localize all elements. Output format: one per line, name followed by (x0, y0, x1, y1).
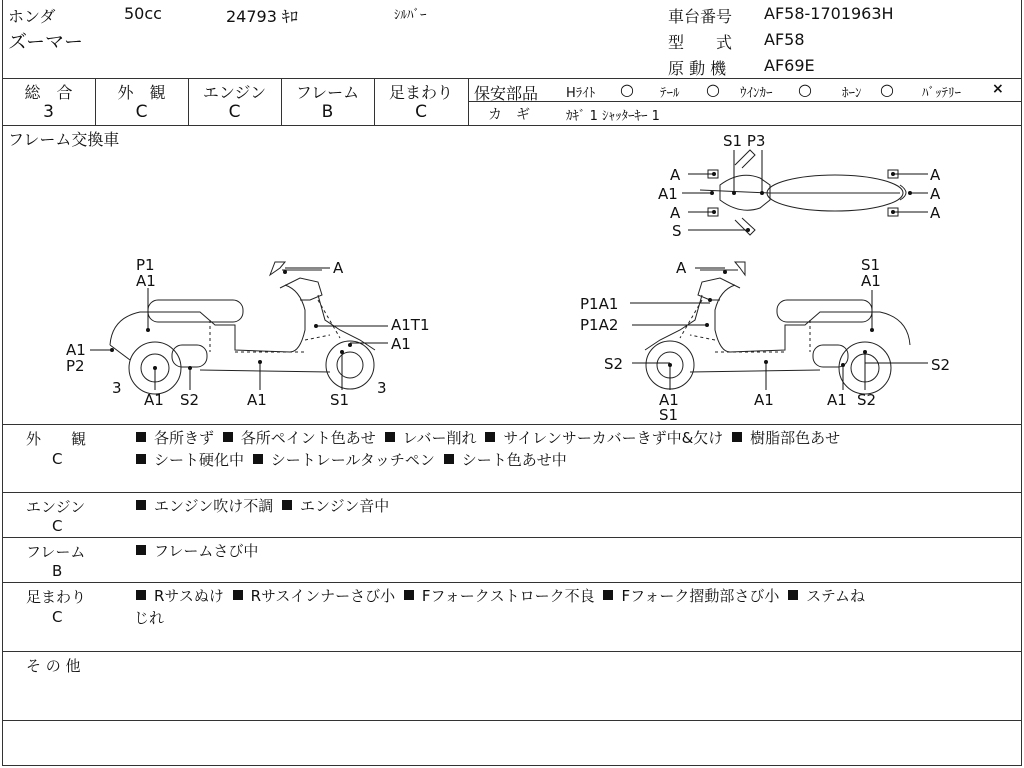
top-label: A (930, 185, 941, 203)
horn-mark: ○ (880, 80, 894, 99)
right-label: A1 (659, 391, 679, 409)
notes-susp-label: 足まわり (26, 588, 87, 606)
right-label: S2 (604, 355, 624, 373)
exterior-grade: C (135, 102, 148, 122)
engine-code: AF69E (764, 56, 815, 75)
left-label: A1 (247, 391, 267, 409)
notes-frame-label: フレーム (26, 543, 86, 561)
right-label: S2 (857, 391, 877, 409)
battery-label: ﾊﾞｯﾃﾘｰ (922, 86, 961, 101)
left-label: P1 (136, 256, 155, 274)
left-label: A1 (66, 341, 86, 359)
top-label: A (930, 204, 941, 222)
exterior-label: 外 観 (117, 83, 166, 102)
right-label: S2 (931, 356, 951, 374)
right-label: A (676, 259, 687, 277)
model-code: AF58 (764, 30, 805, 49)
tail-label: ﾃｰﾙ (660, 86, 680, 101)
displacement: 50cc (124, 4, 162, 23)
notes-frame-grade: B (52, 562, 63, 580)
top-label: A (670, 204, 681, 222)
headlight-label: Hﾗｲﾄ (566, 86, 596, 101)
right-label: A1 (827, 391, 847, 409)
left-label: A1 (136, 272, 156, 290)
right-label: S1 (659, 406, 679, 424)
key-label: カ ギ (488, 107, 530, 123)
key-value: ｶｷﾞ 1 ｼｬｯﾀｰｷｰ 1 (566, 109, 660, 124)
left-label: A1 (391, 335, 411, 353)
top-label: S (672, 222, 682, 240)
overall-grade: 3 (43, 102, 54, 122)
notes-engine-label: エンジン (26, 498, 86, 516)
color: ｼﾙﾊﾞｰ (394, 8, 427, 23)
top-label: A (930, 166, 941, 184)
left-label: A (333, 259, 344, 277)
right-label: S1 (861, 256, 881, 274)
notes-exterior-label: 外 観 (26, 430, 87, 448)
left-label: A1 (144, 391, 164, 409)
horn-label: ﾎｰﾝ (842, 86, 862, 101)
scooter-diagram (0, 126, 1024, 424)
mileage: 24793 ｷﾛ (226, 7, 298, 26)
headlight-mark: ○ (620, 80, 634, 99)
right-label: P1A1 (580, 295, 619, 313)
battery-mark: × (992, 81, 1004, 97)
right-label: A1 (861, 272, 881, 290)
left-label: S1 (330, 391, 350, 409)
notes-engine-items: エンジン吹け不調 エンジン音中 (132, 495, 389, 517)
model-name: ズーマー (8, 31, 84, 53)
notes-frame-items: フレームさび中 (132, 540, 258, 562)
engine-grade: C (228, 102, 241, 122)
top-label: A (670, 166, 681, 184)
frame-grade: B (321, 102, 334, 122)
engine-label: 原 動 機 (668, 59, 727, 78)
notes-exterior-items: 各所きず 各所ペイント色あせ レバー削れ サイレンサーカバーきず中&欠け 樹脂部色あせ (132, 427, 840, 449)
top-label: S1 P3 (723, 132, 766, 150)
frame-no: AF58-1701963H (764, 4, 894, 23)
frame-no-label: 車台番号 (668, 7, 733, 26)
top-label: A1 (658, 185, 678, 203)
frame-grade-label: フレーム (295, 83, 360, 102)
notes-exterior-items2: シート硬化中 シートレールタッチペン シート色あせ中 (132, 449, 567, 471)
model-label: 型 式 (668, 33, 733, 52)
right-label: A1 (754, 391, 774, 409)
tail-mark: ○ (706, 80, 720, 99)
notes-exterior-grade: C (52, 450, 63, 468)
overall-label: 総 合 (24, 83, 73, 102)
winker-label: ｳｲﾝｶｰ (740, 86, 773, 101)
suspension-grade: C (415, 102, 427, 122)
diagram-note: フレーム交換車 (8, 130, 120, 149)
notes-engine-grade: C (52, 517, 63, 535)
suspension-grade-label: 足まわり (388, 83, 453, 102)
marker-dots (110, 172, 912, 370)
notes-susp-cont: じれ (134, 609, 165, 627)
right-label: P1A2 (580, 316, 619, 334)
top-scooter-drawing (700, 150, 906, 235)
safety-title: 保安部品 (474, 84, 539, 103)
left-label: 3 (377, 379, 387, 397)
notes-susp-grade: C (52, 608, 63, 626)
winker-mark: ○ (798, 80, 812, 99)
left-label: A1T1 (391, 316, 430, 334)
left-label: 3 (112, 379, 122, 397)
left-label: P2 (66, 357, 85, 375)
notes-other-label: そ の 他 (26, 657, 81, 675)
left-label: S2 (180, 391, 200, 409)
notes-susp-items: Rサスぬけ Rサスインナーさび小 Fフォークストローク不良 Fフォーク摺動部さび小 ステムね (132, 585, 865, 607)
engine-grade-label: エンジン (202, 83, 267, 102)
maker: ホンダ (8, 7, 56, 26)
